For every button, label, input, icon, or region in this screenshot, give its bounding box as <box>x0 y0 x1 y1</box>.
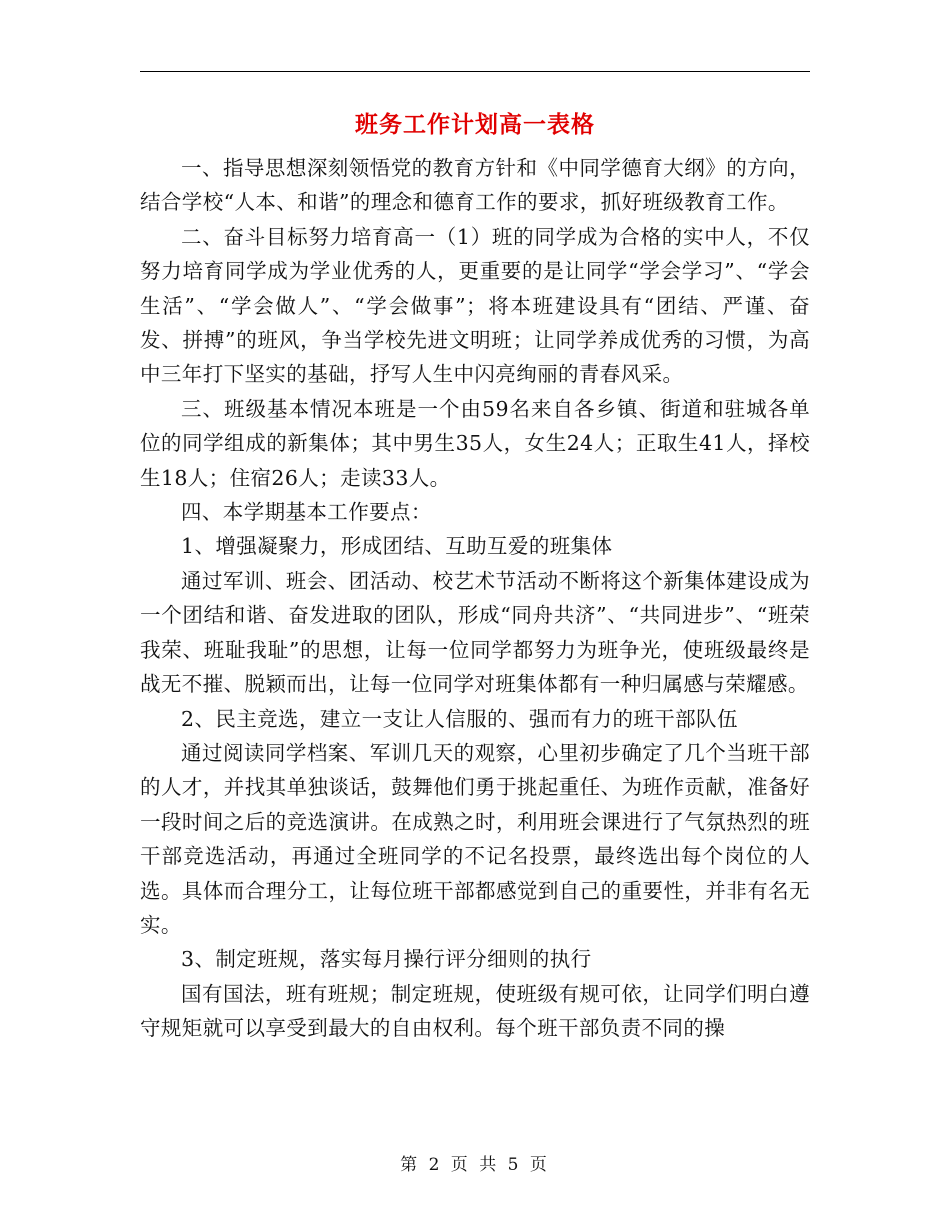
document-title: 班务工作计划高一表格 <box>355 112 595 138</box>
paragraph-point-2-heading: 2、民主竞选，建立一支让人信服的、强而有力的班干部队伍 <box>181 706 738 731</box>
paragraph-point-3-heading: 3、制定班规，落实每月操行评分细则的执行 <box>181 947 592 972</box>
paragraph-guiding-ideology: 一、指导思想深刻领悟党的教育方针和《中同学德育大纲》的方向，结合学校“人本、和谐”的理念和德育工作的要求，抓好班级教育工作。 <box>140 156 810 215</box>
paragraph-work-points-heading: 四、本学期基本工作要点： <box>181 500 432 525</box>
document-body <box>140 151 810 1046</box>
paragraph-point-1-heading: 1、增强凝聚力，形成团结、互助互爱的班集体 <box>181 534 613 559</box>
page-number: 第 2 页 共 5 页 <box>400 1155 550 1175</box>
header-rule <box>140 71 810 72</box>
paragraph-point-3-body: 国有国法，班有班规；制定班规，使班级有规可依，让同学们明白遵守规矩就可以享受到最大的自由权利。每个班干部负责不同的操 <box>140 981 810 1041</box>
paragraph-point-1-body: 通过军训、班会、团活动、校艺术节活动不断将这个新集体建设成为一个团结和谐、奋发进取的团队，形成“同舟共济”、“共同进步”、“班荣我荣、班耻我耻”的思想，让每一位同学都努力为班争光，使班级最终是战无不摧、脱颖而出，让每一位同学对班集体都有一种归属感与荣耀感。 <box>140 568 810 697</box>
paragraph-goals: 二、奋斗目标努力培育高一（1）班的同学成为合格的实中人，不仅努力培育同学成为学业优秀的人，更重要的是让同学“学会学习”、“学会生活”、“学会做人”、“学会做事”；将本班建设具有“团结、严谨、奋发、拼搏”的班风，争当学校先进文明班；让同学养成优秀的习惯，为高中三年打下坚实的基础，抒写人生中闪亮绚丽的青春风采。 <box>140 224 810 387</box>
paragraph-class-situation: 三、班级基本情况本班是一个由59名来自各乡镇、街道和驻城各单位的同学组成的新集体；其中男生35人，女生24人；正取生41人，择校生18人；住宿26人；走读33人。 <box>140 396 810 490</box>
paragraph-point-2-body: 通过阅读同学档案、军训几天的观察，心里初步确定了几个当班干部的人才，并找其单独谈话，鼓舞他们勇于挑起重任、为班作贡献，准备好一段时间之后的竞选演讲。在成熟之时，利用班会课进行了气氛热烈的班干部竞选活动，再通过全班同学的不记名投票，最终选出每个岗位的人选。具体而合理分工，让每位班干部都感觉到自己的重要性，并非有名无实。 <box>140 740 810 937</box>
